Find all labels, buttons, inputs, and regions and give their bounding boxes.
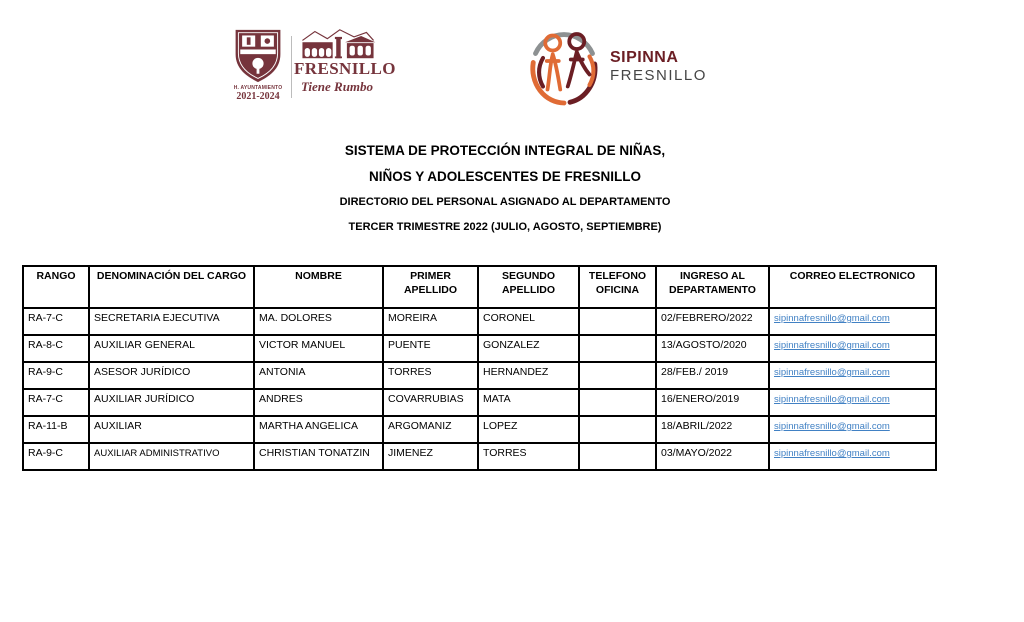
cell-primer-apellido: ARGOMANIZ: [383, 416, 478, 443]
cell-ingreso: 03/MAYO/2022: [656, 443, 769, 470]
cell-cargo: AUXILIAR JURÍDICO: [89, 389, 254, 416]
table-row: [23, 335, 936, 362]
title-line-3: DIRECTORIO DEL PERSONAL ASIGNADO AL DEPARTAMENTO: [339, 196, 671, 208]
cell-segundo-apellido: TORRES: [478, 443, 579, 470]
table-row: [23, 416, 936, 443]
cell-segundo-apellido: GONZALEZ: [478, 335, 579, 362]
cell-nombre: CHRISTIAN TONATZIN: [254, 443, 383, 470]
sipinna-place: FRESNILLO: [610, 67, 707, 84]
sipinna-logo: [524, 22, 707, 107]
cell-rango: RA-8-C: [23, 335, 89, 362]
header-correo: CORREO ELECTRONICO: [769, 266, 936, 308]
ayuntamiento-years: 2021-2024: [236, 91, 280, 102]
ayuntamiento-label: H. AYUNTAMIENTO: [233, 85, 283, 91]
cell-ingreso: 02/FEBRERO/2022: [656, 308, 769, 335]
cell-nombre: MARTHA ANGELICA: [254, 416, 383, 443]
cell-cargo: AUXILIAR ADMINISTRATIVO: [89, 443, 254, 470]
header-nombre: NOMBRE: [254, 266, 383, 308]
cell-correo: [769, 389, 936, 416]
cell-correo: [769, 308, 936, 335]
cell-cargo: ASESOR JURÍDICO: [89, 362, 254, 389]
title-line-1: SISTEMA DE PROTECCIÓN INTEGRAL DE NIÑAS,: [344, 143, 666, 158]
cell-telefono: [579, 335, 656, 362]
cell-nombre: VICTOR MANUEL: [254, 335, 383, 362]
cell-correo: [769, 335, 936, 362]
cell-telefono: [579, 416, 656, 443]
cell-telefono: [579, 362, 656, 389]
email-link[interactable]: sipinnafresnillo@gmail.com: [774, 367, 890, 378]
table-row: [23, 308, 936, 335]
cell-correo: [769, 362, 936, 389]
cell-telefono: [579, 389, 656, 416]
cell-ingreso: 28/FEB./ 2019: [656, 362, 769, 389]
cell-cargo: AUXILIAR GENERAL: [89, 335, 254, 362]
cell-primer-apellido: TORRES: [383, 362, 478, 389]
logo-divider: [291, 36, 292, 98]
table-header-row: [23, 266, 936, 308]
cell-nombre: ANTONIA: [254, 362, 383, 389]
fresnillo-municipal-logo: [228, 26, 396, 108]
title-line-2: NIÑOS Y ADOLESCENTES DE FRESNILLO: [368, 169, 642, 184]
cell-rango: RA-7-C: [23, 389, 89, 416]
cell-rango: RA-7-C: [23, 308, 89, 335]
sipinna-children-icon: [524, 22, 604, 106]
title-line-4: TERCER TRIMESTRE 2022 (JULIO, AGOSTO, SEPTIEMBRE): [348, 221, 662, 233]
cell-ingreso: 16/ENERO/2019: [656, 389, 769, 416]
cell-primer-apellido: JIMENEZ: [383, 443, 478, 470]
cell-telefono: [579, 308, 656, 335]
sipinna-name: SIPINNA: [610, 49, 679, 66]
cell-primer-apellido: MOREIRA: [383, 308, 478, 335]
cell-segundo-apellido: CORONEL: [478, 308, 579, 335]
cell-ingreso: 13/AGOSTO/2020: [656, 335, 769, 362]
email-link[interactable]: sipinnafresnillo@gmail.com: [774, 340, 890, 351]
cell-rango: RA-9-C: [23, 443, 89, 470]
cell-nombre: MA. DOLORES: [254, 308, 383, 335]
cell-cargo: SECRETARIA EJECUTIVA: [89, 308, 254, 335]
header-segundo-apellido: SEGUNDO APELLIDO: [478, 266, 579, 308]
cell-segundo-apellido: HERNANDEZ: [478, 362, 579, 389]
cell-rango: RA-11-B: [23, 416, 89, 443]
cell-ingreso: 18/ABRIL/2022: [656, 416, 769, 443]
email-link[interactable]: sipinnafresnillo@gmail.com: [774, 421, 890, 432]
cell-primer-apellido: PUENTE: [383, 335, 478, 362]
fresnillo-kiosk-icon: [298, 28, 378, 60]
cell-correo: [769, 443, 936, 470]
fresnillo-wordmark: FRESNILLO: [294, 59, 396, 78]
cell-segundo-apellido: LOPEZ: [478, 416, 579, 443]
fresnillo-tagline: Tiene Rumbo: [300, 79, 374, 94]
header-telefono: TELEFONO OFICINA: [579, 266, 656, 308]
cell-rango: RA-9-C: [23, 362, 89, 389]
email-link[interactable]: sipinnafresnillo@gmail.com: [774, 313, 890, 324]
header-ingreso: INGRESO AL DEPARTAMENTO: [656, 266, 769, 308]
table-row: [23, 443, 936, 470]
email-link[interactable]: sipinnafresnillo@gmail.com: [774, 394, 890, 405]
table-row: [23, 389, 936, 416]
table-row: [23, 362, 936, 389]
cell-nombre: ANDRES: [254, 389, 383, 416]
cell-primer-apellido: COVARRUBIAS: [383, 389, 478, 416]
personnel-directory-table: [22, 265, 937, 471]
header-rango: RANGO: [23, 266, 89, 308]
header-primer-apellido: PRIMER APELLIDO: [383, 266, 478, 308]
cell-segundo-apellido: MATA: [478, 389, 579, 416]
email-link[interactable]: sipinnafresnillo@gmail.com: [774, 448, 890, 459]
header-cargo: DENOMINACIÓN DEL CARGO: [89, 266, 254, 308]
cell-cargo: AUXILIAR: [89, 416, 254, 443]
cell-telefono: [579, 443, 656, 470]
ayuntamiento-crest-icon: [232, 28, 284, 84]
cell-correo: [769, 416, 936, 443]
